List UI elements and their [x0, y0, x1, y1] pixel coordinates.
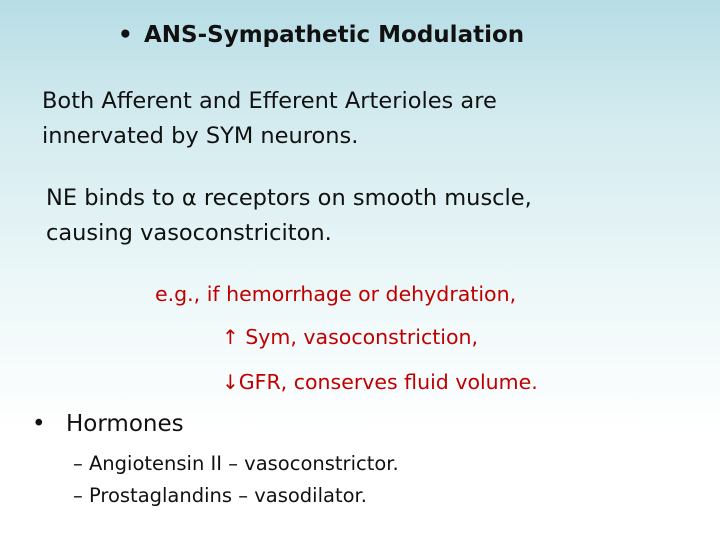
paragraph-line: Both Afferent and Efferent Arterioles are [42, 88, 497, 114]
hormone-item-angiotensin: – Angiotensin II – vasoconstrictor. [73, 452, 399, 475]
title-text: ANS-Sympathetic Modulation [144, 22, 525, 48]
hormone-item-prostaglandins: – Prostaglandins – vasodilator. [73, 484, 367, 507]
arrow-down-icon: ↓ [222, 370, 239, 394]
example-line-3 [222, 370, 538, 394]
hormones-heading [32, 411, 184, 437]
hormones-label: Hormones [66, 411, 184, 437]
hormones-bullet: • [32, 411, 46, 437]
paragraph-arterioles [42, 84, 497, 154]
paragraph-line: innervated by SYM neurons. [42, 123, 359, 149]
arrow-up-icon: ↑ [222, 325, 239, 349]
example-line-2 [222, 325, 478, 349]
slide-title [118, 22, 678, 48]
paragraph-line: NE binds to α receptors on smooth muscle, [46, 185, 532, 211]
example-line-1: e.g., if hemorrhage or dehydration, [155, 282, 517, 306]
paragraph-line: causing vasoconstriciton. [46, 220, 332, 246]
paragraph-ne-binding [46, 181, 532, 251]
example-text: GFR, conserves fluid volume. [238, 370, 538, 394]
title-bullet: • [118, 22, 133, 48]
example-text: Sym, vasoconstriction, [238, 325, 479, 349]
